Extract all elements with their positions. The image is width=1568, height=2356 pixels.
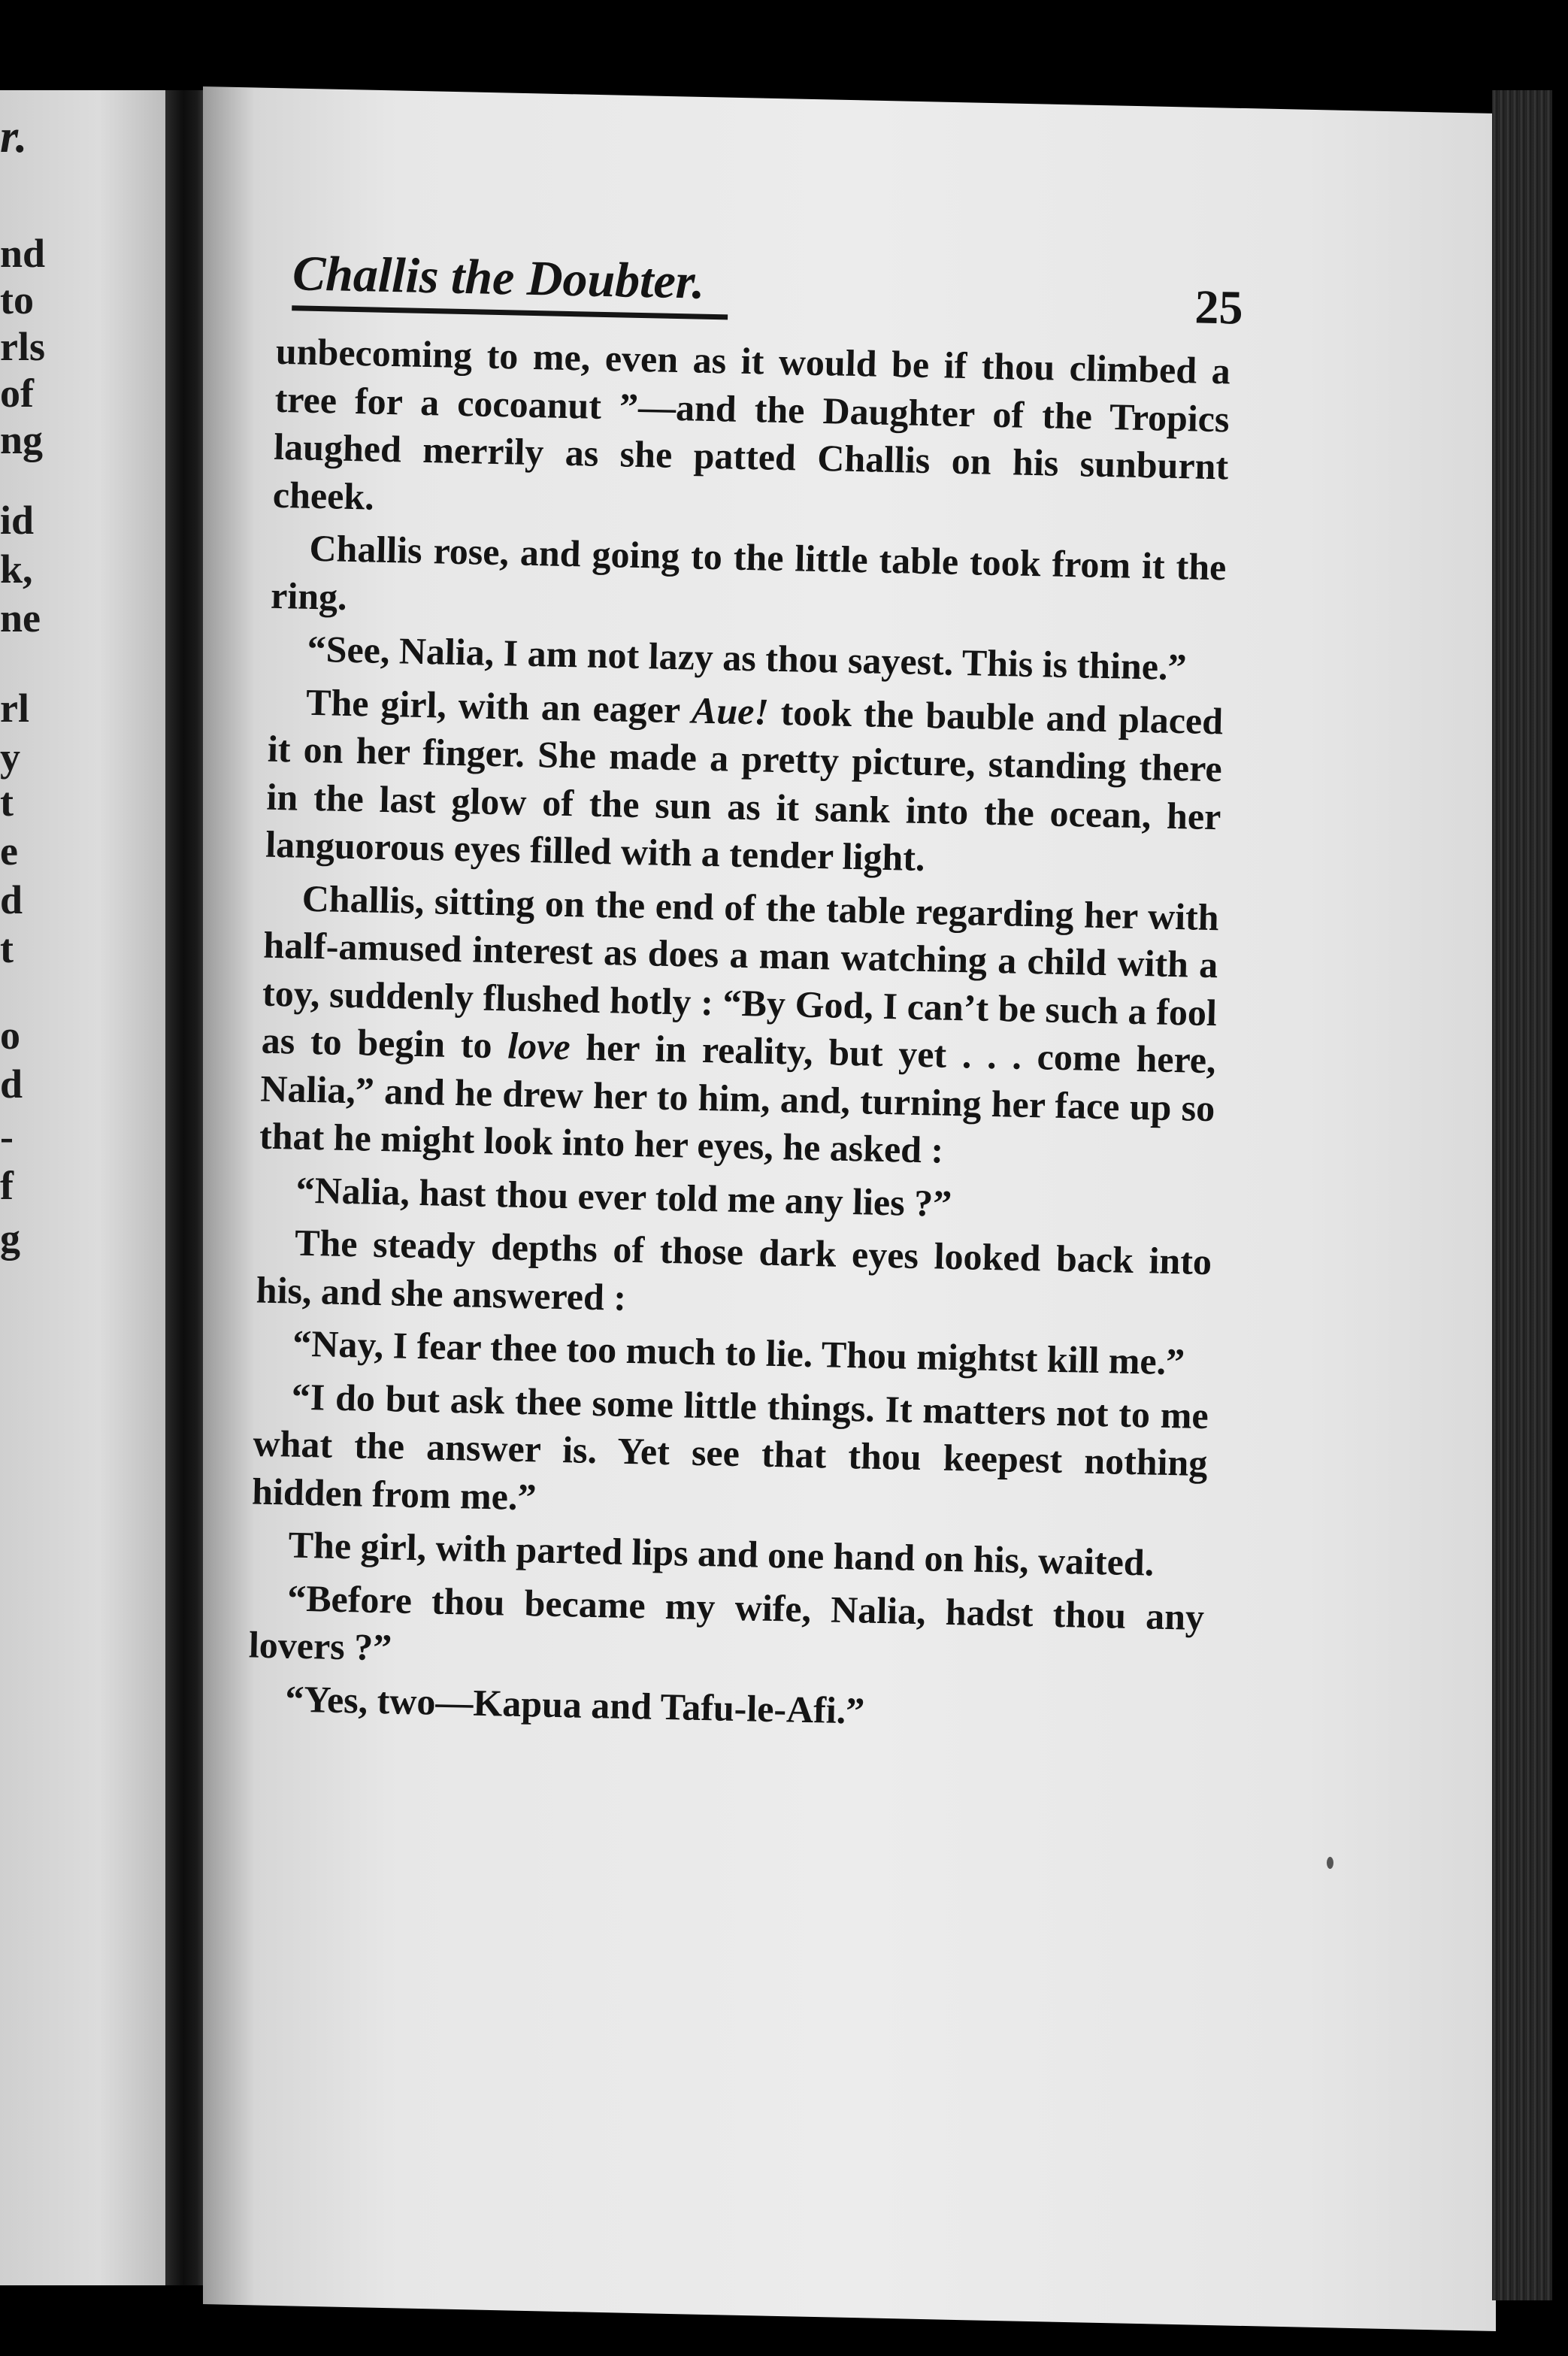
previous-page-line-fragment: o — [0, 1013, 20, 1058]
previous-page-line-fragment: ne — [0, 595, 41, 640]
previous-page-line-fragment: y — [0, 734, 20, 780]
text-run: Challis, sitting on the end of the table regarding her with half-amused interest as does a man watching a child with a toy, suddenly flushed hotly : “By God, I can’t be such a fool as to begin to — [261, 877, 1220, 1067]
text-run: The steady depths of those dark eyes looked back into his, and she answered : — [256, 1221, 1212, 1319]
page-block-edge — [1492, 90, 1552, 2300]
text-run: The girl, with parted lips and one hand on his, waited. — [288, 1523, 1155, 1584]
previous-page-running-head-fragment: r. — [0, 111, 28, 162]
previous-page-line-fragment: f — [0, 1163, 14, 1208]
previous-page-line-fragment: d — [0, 1061, 23, 1107]
paragraph — [248, 1573, 1204, 1689]
text-run: “See, Nalia, I am not lazy as thou sayest. This is thine.” — [307, 627, 1188, 689]
text-run: Challis rose, and going to the little table took from it the ring. — [270, 526, 1227, 618]
text-run: “I do but ask thee some little things. It matters not to me what the answer is. Yet see that thou keepest nothing hidden from me.” — [251, 1375, 1209, 1518]
previous-page-line-fragment: t — [0, 780, 14, 825]
previous-page-line-fragment: rls — [0, 324, 45, 369]
text-run: took the bauble and placed it on her finger. She made a pretty picture, standing there in the last glow of the sun as it sank into the ocean, her languorous eyes filled with a tender light. — [265, 690, 1224, 880]
text-run: “Nay, I fear thee too much to lie. Thou mightst kill me.” — [292, 1322, 1185, 1383]
body-text — [247, 328, 1231, 1742]
previous-page-line-fragment: k, — [0, 547, 33, 592]
paragraph — [259, 874, 1219, 1180]
scan-speck — [1327, 1857, 1333, 1869]
italic-run: love — [507, 1024, 571, 1068]
previous-page-line-fragment: d — [0, 877, 23, 922]
text-run: unbecoming to me, even as it would be if thou climbed a tree for a cocoanut ”—and the Daughter of the Tropics laughed merrily as she patted Challis on his sunburnt cheek. — [272, 329, 1231, 518]
previous-page-line-fragment: rl — [0, 686, 29, 731]
previous-page-line-fragment: nd — [0, 231, 46, 276]
italic-run: Aue! — [691, 688, 770, 733]
paragraph — [271, 524, 1227, 640]
paragraph — [272, 328, 1230, 539]
previous-page-line-fragment: of — [0, 371, 34, 416]
previous-page-line-fragment: ng — [0, 417, 44, 462]
text-run: “Yes, two—Kapua and Tafu-le-Afi.” — [284, 1676, 865, 1732]
previous-page-line-fragment: id — [0, 498, 35, 543]
previous-page-line-fragment: to — [0, 277, 34, 323]
paragraph — [252, 1372, 1209, 1535]
text-run: “Nalia, hast thou ever told me any lies ?” — [295, 1168, 952, 1225]
previous-page-line-fragment: g — [0, 1216, 20, 1261]
text-run: The girl, with an eager — [305, 680, 692, 731]
running-head: Challis the Doubter. — [292, 246, 706, 310]
text-run: “Before thou became my wife, Nalia, hadst thou any lovers ?” — [248, 1576, 1205, 1669]
text-run: her in reality, but yet . . . come here, Nalia,” and he drew her to him, and, turning her face up so that he might look into her eyes, he asked : — [259, 1025, 1217, 1171]
paragraph — [265, 677, 1224, 889]
page-number: 25 — [1194, 280, 1244, 335]
previous-page-line-fragment: - — [0, 1114, 14, 1159]
paragraph — [256, 1219, 1212, 1334]
previous-page-line-fragment: t — [0, 926, 14, 971]
previous-page-line-fragment: e — [0, 828, 18, 874]
page-content — [217, 244, 1244, 1747]
